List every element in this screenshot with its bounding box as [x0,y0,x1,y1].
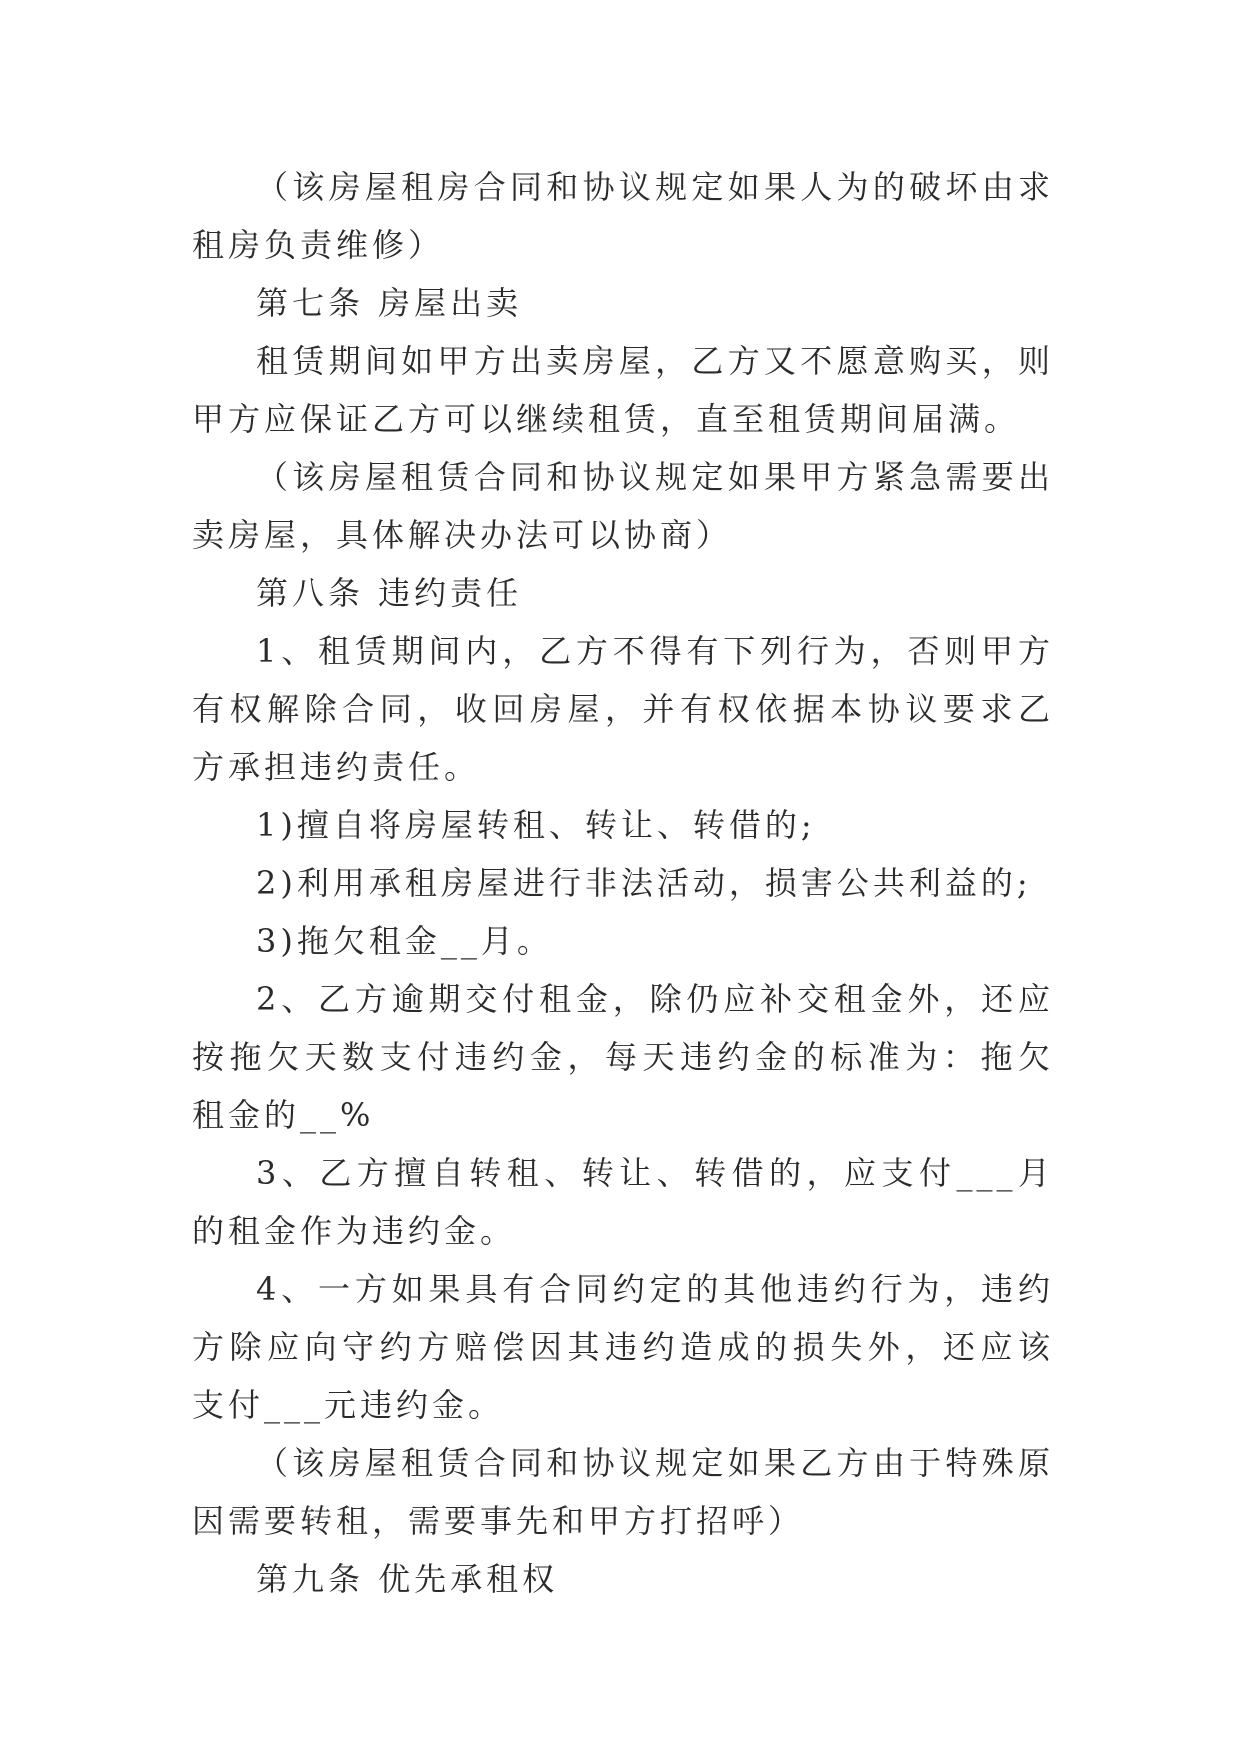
article-9-heading: 第九条 优先承租权 [256,1560,559,1598]
article-8-heading: 第八条 违约责任 [256,574,523,612]
paragraph-sale-note: （该房屋租赁合同和协议规定如果甲方紧急需要出卖房屋，具体解决办法可以协商） [192,458,1054,554]
article-7-heading: 第七条 房屋出卖 [256,284,523,322]
paragraph-breach-item-1: 1)擅自将房屋转租、转让、转借的; [256,806,816,844]
paragraph-breach-clause-1: 1、租赁期间内，乙方不得有下列行为，否则甲方有权解除合同，收回房屋，并有权依据本协议要求乙方承担违约责任。 [192,632,1054,786]
paragraph-damage-repair-note: （该房屋租房合同和协议规定如果人为的破坏由求租房负责维修） [192,168,1054,264]
document-body [192,158,1054,1608]
paragraph-breach-item-3: 3)拖欠租金__月。 [256,922,553,960]
paragraph-breach-clause-4: 4、一方如果具有合同约定的其他违约行为，违约方除应向守约方赔偿因其违约造成的损失外，还应该支付___元违约金。 [192,1270,1054,1424]
paragraph-sale-during-lease: 租赁期间如甲方出卖房屋，乙方又不愿意购买，则甲方应保证乙方可以继续租赁，直至租赁期间届满。 [192,342,1054,438]
paragraph-breach-clause-2: 2、乙方逾期交付租金，除仍应补交租金外，还应按拖欠天数支付违约金，每天违约金的标准为：拖欠租金的__% [192,980,1054,1134]
paragraph-sublet-note: （该房屋租赁合同和协议规定如果乙方由于特殊原因需要转租，需要事先和甲方打招呼） [192,1444,1054,1540]
paragraph-breach-clause-3: 3、乙方擅自转租、转让、转借的，应支付___月的租金作为违约金。 [192,1154,1054,1250]
paragraph-breach-item-2: 2)利用承租房屋进行非法活动，损害公共利益的; [256,864,1032,902]
